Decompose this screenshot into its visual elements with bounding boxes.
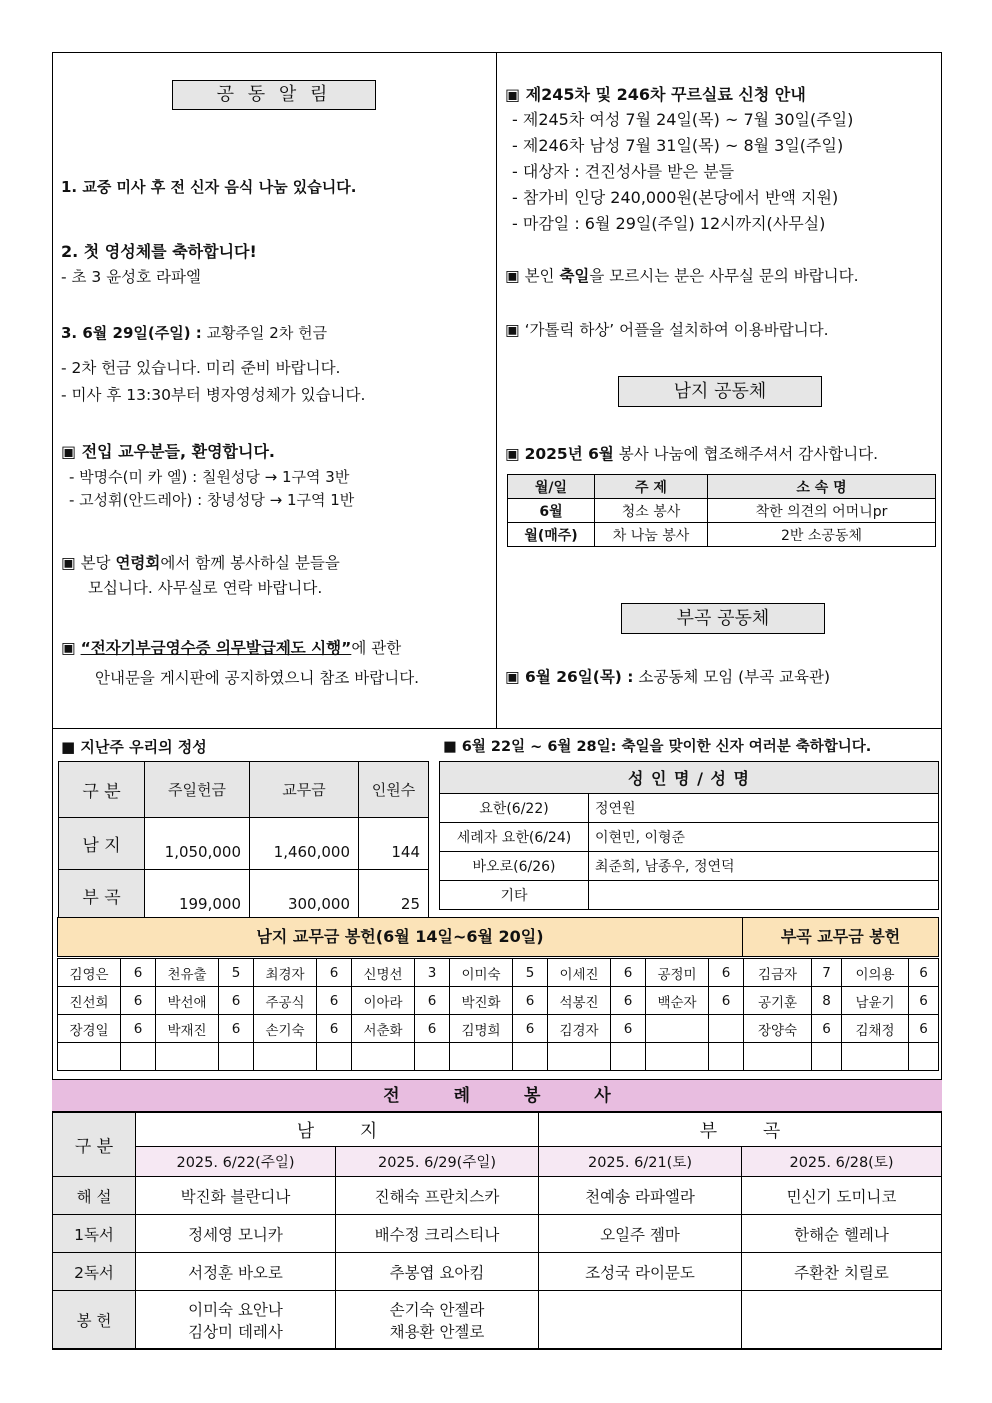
liturgy-row-label: 2독서 — [53, 1253, 136, 1291]
tithe-table — [57, 958, 939, 1071]
tithe-amount — [317, 1043, 352, 1071]
service-cell: 2반 소공동체 — [708, 523, 936, 547]
feastday-header: 성 인 명 / 성 명 — [440, 762, 939, 794]
tithe-namji-title: 남지 교무금 봉헌(6월 14일~6월 20일) — [57, 917, 743, 957]
tithe-name: 최경자 — [254, 959, 317, 987]
tithe-amount: 7 — [812, 959, 842, 987]
service-header-topic: 주 제 — [595, 475, 708, 499]
column-divider — [496, 52, 497, 728]
offering-cell: 1,050,000 — [145, 818, 250, 870]
offering-cell: 199,000 — [145, 870, 250, 922]
tithe-amount — [709, 1015, 744, 1043]
liturgy-date: 2025. 6/29(주일) — [336, 1147, 539, 1177]
tithe-name — [254, 1043, 317, 1071]
liturgy-cell: 주환찬 치릴로 — [742, 1253, 942, 1291]
liturgy-bugok: 부 곡 — [539, 1113, 942, 1147]
tithe-amount: 6 — [317, 987, 352, 1015]
liturgy-cell — [539, 1291, 742, 1349]
liturgy-date: 2025. 6/21(토) — [539, 1147, 742, 1177]
offering-header: 주일헌금 — [145, 762, 250, 818]
tithe-name: 백순자 — [646, 987, 709, 1015]
notice-item-2-title: 2. 첫 영성체를 축하합니다! — [61, 242, 257, 261]
offering-cell: 1,460,000 — [250, 818, 359, 870]
offering-row-label: 부 곡 — [59, 870, 145, 922]
service-table — [507, 474, 936, 547]
tithe-name: 공정미 — [646, 959, 709, 987]
feastday-names: 최준희, 남종우, 정연덕 — [589, 852, 939, 881]
liturgy-cell: 조성국 라이문도 — [539, 1253, 742, 1291]
feastday-saint: 기타 — [440, 881, 589, 910]
service-cell: 청소 봉사 — [595, 499, 708, 523]
notice-item-5-line-1: ▣ 본당 연령회에서 함께 봉사하실 분들을 — [61, 554, 340, 572]
service-header-date: 월/일 — [508, 475, 595, 499]
tithe-name — [58, 1043, 121, 1071]
thanks-notice: ▣ 2025년 6월 봉사 나눔에 협조해주셔서 감사합니다. — [505, 445, 879, 463]
cursillo-line: - 제246차 남성 7월 31일(목) ~ 8월 3일(주일) — [512, 136, 844, 155]
feastday-saint: 요한(6/22) — [440, 794, 589, 823]
tithe-amount: 6 — [121, 1015, 156, 1043]
tithe-name: 김금자 — [744, 959, 812, 987]
tithe-amount: 6 — [909, 959, 939, 987]
tithe-name: 남윤기 — [842, 987, 909, 1015]
cursillo-title: ▣ 제245차 및 246차 꾸르실료 신청 안내 — [505, 85, 806, 104]
service-cell: 월(매주) — [508, 523, 595, 547]
tithe-name: 김명희 — [450, 1015, 513, 1043]
tithe-amount — [121, 1043, 156, 1071]
tithe-name: 박재진 — [156, 1015, 219, 1043]
offering-cell: 144 — [359, 818, 429, 870]
tithe-name — [744, 1043, 812, 1071]
liturgy-cell: 정세영 모니카 — [136, 1215, 336, 1253]
tithe-amount: 6 — [121, 987, 156, 1015]
notice-item-6-line-2: 안내문을 게시판에 공지하였으니 참조 바랍니다. — [95, 669, 420, 687]
liturgy-cell: 배수정 크리스티나 — [336, 1215, 539, 1253]
offering-header: 교무금 — [250, 762, 359, 818]
tithe-amount: 6 — [219, 1015, 254, 1043]
liturgy-row-label: 봉 헌 — [53, 1291, 136, 1349]
tithe-name: 이의용 — [842, 959, 909, 987]
cursillo-line: - 마감일 : 6월 29일(주일) 12시까지(사무실) — [512, 214, 826, 233]
notice-item-6-line-1: ▣ “전자기부금영수증 의무발급제도 시행”에 관한 — [61, 639, 402, 657]
feastday-saint: 바오로(6/26) — [440, 852, 589, 881]
tithe-name: 주공식 — [254, 987, 317, 1015]
bugok-title: 부곡 공동체 — [621, 603, 825, 634]
tithe-name — [450, 1043, 513, 1071]
tithe-name: 장양숙 — [744, 1015, 812, 1043]
cursillo-line: - 제245차 여성 7월 24일(목) ~ 7월 30일(주일) — [512, 110, 854, 129]
tithe-amount: 5 — [513, 959, 548, 987]
tithe-name — [646, 1043, 709, 1071]
offering-header: 인원수 — [359, 762, 429, 818]
tithe-amount: 6 — [611, 987, 646, 1015]
tithe-amount: 6 — [909, 1015, 939, 1043]
tithe-name: 천유출 — [156, 959, 219, 987]
tithe-amount: 3 — [415, 959, 450, 987]
tithe-name: 박선애 — [156, 987, 219, 1015]
liturgy-cell — [336, 1291, 539, 1349]
liturgy-cell-line: 손기숙 안젤라 — [389, 1300, 485, 1319]
liturgy-cell: 한해순 헬레나 — [742, 1215, 942, 1253]
tithe-name: 이세진 — [548, 959, 611, 987]
liturgy-cell: 서정훈 바오로 — [136, 1253, 336, 1291]
liturgy-gubun: 구 분 — [53, 1113, 136, 1177]
tithe-name: 장경일 — [58, 1015, 121, 1043]
offering-row-label: 남 지 — [59, 818, 145, 870]
namji-title: 남지 공동체 — [618, 376, 822, 407]
tithe-amount: 6 — [219, 987, 254, 1015]
tithe-name: 공기훈 — [744, 987, 812, 1015]
offering-table — [58, 761, 429, 922]
notice-item-1: 1. 교중 미사 후 전 신자 음식 나눔 있습니다. — [61, 178, 357, 196]
notice-item-3-line-1: - 2차 헌금 있습니다. 미리 준비 바랍니다. — [61, 359, 341, 377]
liturgy-cell-line: 이미숙 요안나 — [188, 1300, 283, 1319]
feastday-table — [439, 761, 939, 910]
section-divider — [52, 728, 942, 729]
liturgy-row-label: 해 설 — [53, 1177, 136, 1215]
tithe-amount: 6 — [812, 1015, 842, 1043]
tithe-name: 김채정 — [842, 1015, 909, 1043]
tithe-amount: 6 — [317, 1015, 352, 1043]
notice-item-3-title: 3. 6월 29일(주일) : 교황주일 2차 헌금 — [61, 324, 328, 342]
tithe-amount — [513, 1043, 548, 1071]
notice-item-4-line-2: - 고성휘(안드레아) : 창녕성당 → 1구역 1반 — [69, 491, 355, 509]
liturgy-cell: 진해숙 프란치스카 — [336, 1177, 539, 1215]
tithe-name — [842, 1043, 909, 1071]
liturgy-title: 전 례 봉 사 — [52, 1079, 942, 1112]
liturgy-cell — [742, 1291, 942, 1349]
service-cell: 6월 — [508, 499, 595, 523]
tithe-amount — [812, 1043, 842, 1071]
app-notice: ▣ ‘가톨릭 하상’ 어플을 설치하여 이용바랍니다. — [505, 321, 829, 339]
feastday-names: 이현민, 이형준 — [589, 823, 939, 852]
tithe-amount: 6 — [909, 987, 939, 1015]
tithe-name: 신명선 — [352, 959, 415, 987]
liturgy-cell: 추봉엽 요아킴 — [336, 1253, 539, 1291]
tithe-bugok-title: 부곡 교무금 봉헌 — [743, 917, 939, 957]
tithe-name: 손기숙 — [254, 1015, 317, 1043]
cursillo-line: - 대상자 : 견진성사를 받은 분들 — [512, 162, 735, 181]
service-cell: 차 나눔 봉사 — [595, 523, 708, 547]
liturgy-cell: 천예송 라파엘라 — [539, 1177, 742, 1215]
offering-cell: 25 — [359, 870, 429, 922]
offering-header: 구 분 — [59, 762, 145, 818]
tithe-amount: 6 — [709, 959, 744, 987]
tithe-name: 이아라 — [352, 987, 415, 1015]
tithe-name: 이미숙 — [450, 959, 513, 987]
feastday-names — [589, 881, 939, 910]
feast-notice: ▣ 본인 축일을 모르시는 분은 사무실 문의 바랍니다. — [505, 267, 859, 285]
tithe-amount — [415, 1043, 450, 1071]
tithe-amount: 6 — [415, 987, 450, 1015]
tithe-name — [548, 1043, 611, 1071]
notice-item-4-line-1: - 박명수(미 카 엘) : 칠원성당 → 1구역 3반 — [69, 468, 350, 486]
liturgy-date: 2025. 6/22(주일) — [136, 1147, 336, 1177]
tithe-amount: 6 — [513, 987, 548, 1015]
tithe-name — [646, 1015, 709, 1043]
tithe-name: 석봉진 — [548, 987, 611, 1015]
notice-item-5-line-2: 모십니다. 사무실로 연락 바랍니다. — [88, 579, 323, 597]
liturgy-date: 2025. 6/28(토) — [742, 1147, 942, 1177]
liturgy-namji: 남 지 — [136, 1113, 539, 1147]
tithe-amount — [909, 1043, 939, 1071]
tithe-amount — [611, 1043, 646, 1071]
feastday-title: ■ 6월 22일 ~ 6월 28일: 축일을 맞이한 신자 여러분 축하합니다. — [443, 739, 872, 755]
tithe-amount: 6 — [121, 959, 156, 987]
tithe-name: 김경자 — [548, 1015, 611, 1043]
tithe-amount: 6 — [709, 987, 744, 1015]
notice-item-4-title: ▣ 전입 교우분들, 환영합니다. — [61, 442, 276, 461]
offering-cell: 300,000 — [250, 870, 359, 922]
tithe-name: 서춘화 — [352, 1015, 415, 1043]
tithe-amount: 8 — [812, 987, 842, 1015]
cursillo-line: - 참가비 인당 240,000원(본당에서 반액 지원) — [512, 188, 839, 207]
liturgy-cell — [136, 1291, 336, 1349]
liturgy-cell: 박진화 블란디나 — [136, 1177, 336, 1215]
feastday-saint: 세례자 요한(6/24) — [440, 823, 589, 852]
liturgy-cell: 오일주 젬마 — [539, 1215, 742, 1253]
liturgy-cell: 민신기 도미니코 — [742, 1177, 942, 1215]
notice-item-3-line-2: - 미사 후 13:30부터 병자영성체가 있습니다. — [61, 386, 366, 404]
liturgy-cell-line: 채용환 안젤로 — [389, 1322, 485, 1341]
tithe-name: 김영은 — [58, 959, 121, 987]
tithe-amount — [219, 1043, 254, 1071]
tithe-amount: 6 — [513, 1015, 548, 1043]
service-header-group: 소 속 명 — [708, 475, 936, 499]
service-cell: 착한 의견의 어머니pr — [708, 499, 936, 523]
notice-item-2-line: - 초 3 윤성호 라파엘 — [61, 268, 201, 286]
tithe-name — [352, 1043, 415, 1071]
tithe-amount: 6 — [611, 1015, 646, 1043]
liturgy-cell-line: 김상미 데레사 — [188, 1322, 283, 1341]
feastday-names: 정연원 — [589, 794, 939, 823]
liturgy-table — [52, 1112, 942, 1349]
bugok-notice: ▣ 6월 26일(목) : 소공동체 모임 (부곡 교육관) — [505, 668, 830, 686]
tithe-name — [156, 1043, 219, 1071]
tithe-amount: 6 — [415, 1015, 450, 1043]
tithe-name: 진선희 — [58, 987, 121, 1015]
tithe-amount: 5 — [219, 959, 254, 987]
liturgy-row-label: 1독서 — [53, 1215, 136, 1253]
tithe-amount — [709, 1043, 744, 1071]
offering-title: ■ 지난주 우리의 정성 — [61, 738, 207, 756]
notice-title: 공 동 알 림 — [172, 80, 376, 110]
tithe-amount: 6 — [317, 959, 352, 987]
tithe-amount: 6 — [611, 959, 646, 987]
tithe-name: 박진화 — [450, 987, 513, 1015]
